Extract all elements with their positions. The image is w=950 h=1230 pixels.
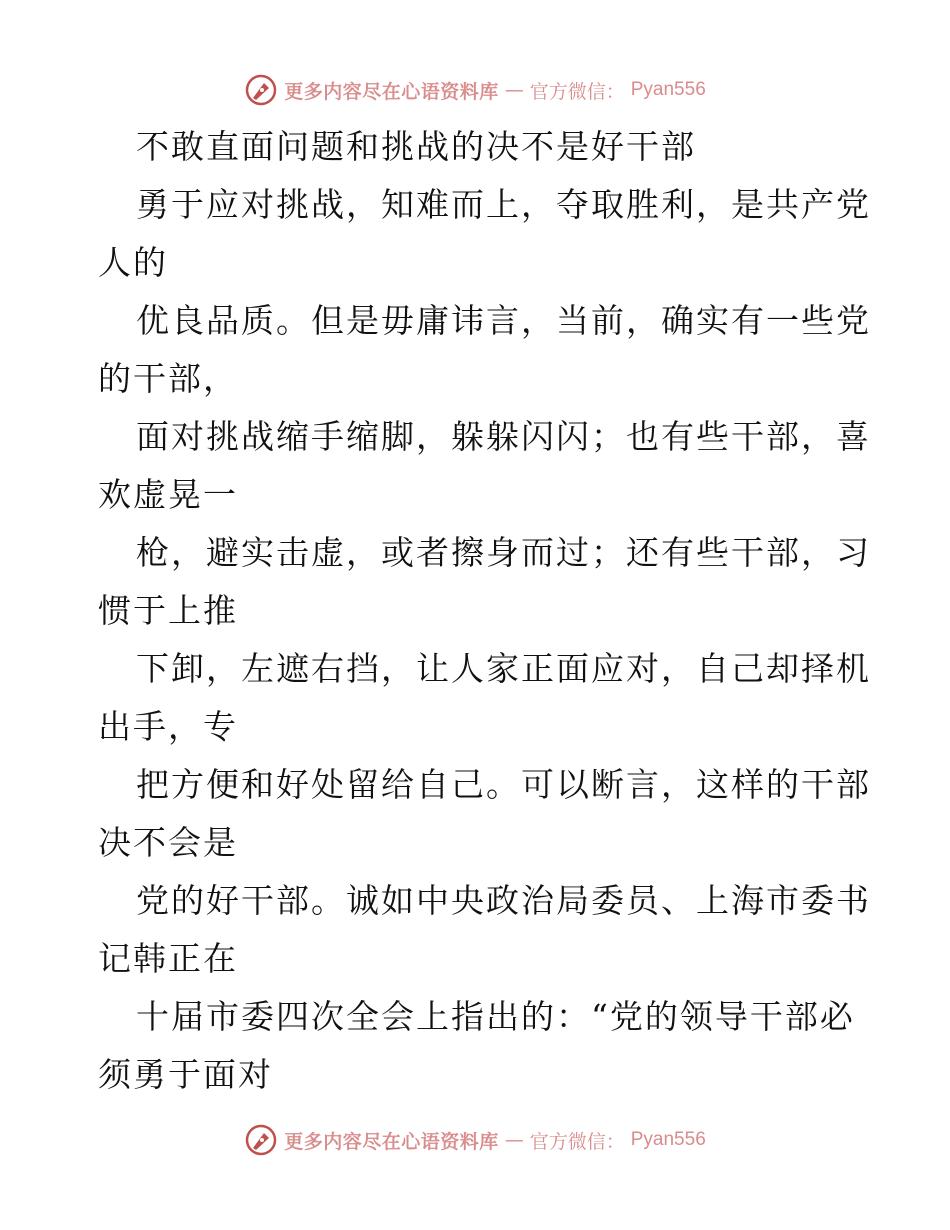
header-site-text: 更多内容尽在心语资料库 [284,80,499,103]
footer-wechat-label: 官方微信： [529,1130,625,1153]
text-line: 枪，避实击虚，或者擦身而过；还有些干部，习 [136,533,871,572]
text-line: 十届市委四次全会上指出的：“党的领导干部必 [136,997,855,1036]
text-line: 决不会是 [98,823,238,862]
text-line: 欢虚晃一 [98,475,238,514]
header-wechat-label: 官方微信： [529,80,625,103]
document-body [98,118,871,1104]
text-line: 须勇于面对 [98,1055,273,1094]
text-line: 记韩正在 [98,939,238,978]
text-line: 把方便和好处留给自己。可以断言，这样的干部 [136,765,871,804]
text-line: 人的 [98,243,168,282]
text-line: 党的好干部。诚如中央政治局委员、上海市委书 [136,881,871,920]
text-line: 不敢直面问题和挑战的决不是好干部 [136,127,696,166]
footer-separator: — [504,1129,524,1151]
header-wechat-id: Pyan556 [630,79,706,100]
pen-nib-logo-icon [244,1123,278,1157]
header-banner [0,70,950,110]
footer-wechat-id: Pyan556 [630,1129,706,1150]
header-separator: — [504,79,524,101]
footer-site-text: 更多内容尽在心语资料库 [284,1130,499,1153]
text-line: 出手，专 [98,707,238,746]
pen-nib-logo-icon [244,73,278,107]
text-line: 的干部， [98,359,238,398]
text-line: 优良品质。但是毋庸讳言，当前，确实有一些党 [136,301,871,340]
text-line: 面对挑战缩手缩脚，躲躲闪闪；也有些干部，喜 [136,417,871,456]
text-line: 勇于应对挑战，知难而上，夺取胜利，是共产党 [136,185,871,224]
text-line: 下卸，左遮右挡，让人家正面应对，自己却择机 [136,649,871,688]
footer-banner [0,1120,950,1160]
text-line: 惯于上推 [98,591,238,630]
